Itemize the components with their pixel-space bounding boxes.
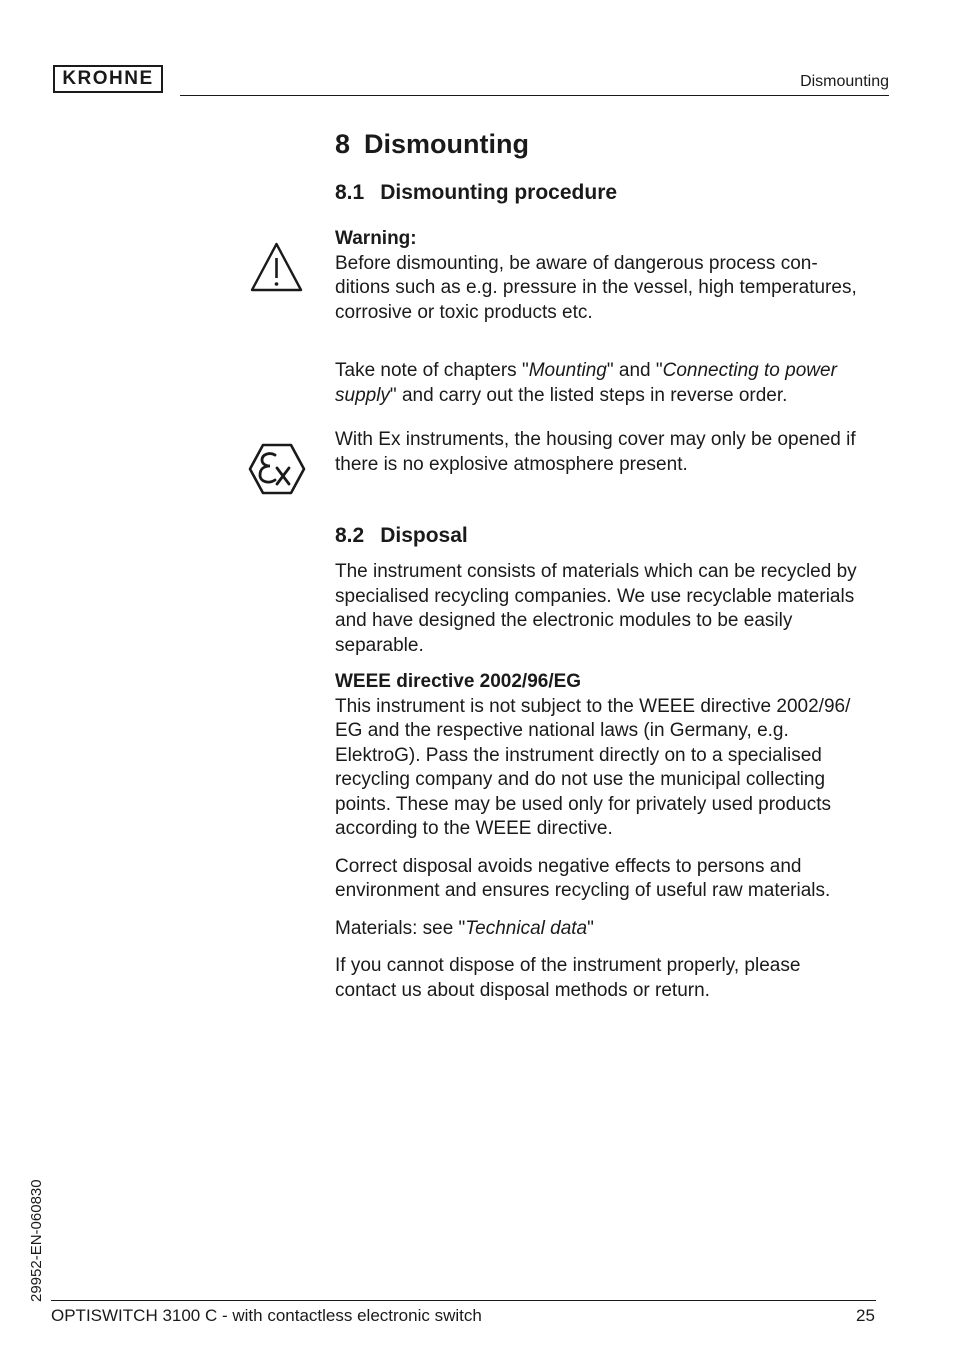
paragraph-line: separable.: [335, 634, 424, 656]
chapter-reference-connecting: Connecting to power: [662, 360, 837, 381]
krohne-logo: [53, 65, 163, 93]
paragraph-line: contact us about disposal methods or return.: [335, 979, 710, 1001]
chapter-number: 8: [335, 129, 351, 159]
chapter-reference-mounting: Mounting: [528, 360, 607, 381]
materials-text: Materials: see ": [335, 917, 466, 939]
correct-disposal-paragraph: [335, 855, 895, 904]
page-number: 25: [856, 1306, 875, 1325]
paragraph-line: environment and ensures recycling of useful raw materials.: [335, 880, 831, 901]
weee-title: WEEE directive 2002/96/EG: [335, 671, 582, 692]
section-heading-disposal: [335, 522, 895, 550]
disposal-paragraph: [335, 560, 895, 658]
note-text: " and carry out the listed steps in reverse order.: [389, 384, 788, 406]
logo-text: KROHNE: [62, 68, 154, 89]
paragraph-line: and have designed the electronic modules to be easily: [335, 610, 793, 631]
paragraph-line: The instrument consists of materials which can be recycled by: [335, 561, 857, 582]
section-heading-procedure: [335, 179, 895, 207]
note-paragraph: [335, 359, 895, 408]
footer-rule: [51, 1300, 876, 1301]
section-title: Disposal: [380, 524, 468, 547]
ex-notice-line: there is no explosive atmosphere present.: [335, 453, 688, 475]
note-text: Take note of chapters ": [335, 360, 529, 381]
note-line: [335, 359, 895, 384]
section-number: 8.1: [335, 181, 365, 204]
paragraph-line: This instrument is not subject to the WEEE directive 2002/96/: [335, 695, 851, 717]
paragraph-line: ElektroG). Pass the instrument directly on to a specialised: [335, 744, 822, 766]
paragraph-line: according to the WEEE directive.: [335, 818, 613, 839]
footer-product-name: OPTISWITCH 3100 C - with contactless electronic switch: [51, 1306, 482, 1325]
ex-notice: [335, 428, 895, 477]
return-paragraph: [335, 954, 895, 1003]
paragraph-line: EG and the respective national laws (in Germany, e.g.: [335, 720, 789, 741]
paragraph-line: specialised recycling companies. We use recyclable materials: [335, 585, 855, 607]
paragraph-line: If you cannot dispose of the instrument properly, please: [335, 955, 801, 976]
header-section-title: Dismounting: [800, 73, 889, 90]
document-code: 29952-EN-060830: [28, 1179, 45, 1302]
section-number: 8.2: [335, 524, 365, 547]
note-text: " and ": [606, 360, 663, 381]
chapter-reference-technical-data: Technical data: [465, 917, 588, 939]
warning-line: ditions such as e.g. pressure in the vessel, high temperatures,: [335, 277, 857, 298]
paragraph-line: Correct disposal avoids negative effects to persons and: [335, 855, 802, 877]
materials-paragraph: [335, 917, 895, 942]
chapter-title: Dismounting: [364, 129, 530, 159]
ex-explosion-protection-icon: [248, 443, 306, 495]
paragraph-line: points. These may be used only for privately used products: [335, 793, 832, 815]
warning-line: corrosive or toxic products etc.: [335, 301, 593, 323]
warning-triangle-icon: [249, 241, 304, 293]
section-title: Dismounting procedure: [380, 181, 618, 204]
note-line: [335, 384, 895, 409]
ex-notice-line: With Ex instruments, the housing cover may only be opened if: [335, 429, 856, 450]
header-rule: [180, 95, 889, 96]
chapter-reference-connecting: supply: [335, 384, 390, 406]
weee-block: [335, 670, 895, 842]
warning-line: Before dismounting, be aware of dangerous process con-: [335, 252, 818, 274]
materials-text: ": [587, 917, 594, 939]
page-content: [335, 126, 895, 1003]
warning-title: Warning:: [335, 228, 417, 249]
paragraph-line: recycling company and do not use the municipal collecting: [335, 769, 826, 790]
chapter-heading: [335, 126, 895, 162]
warning-block: [335, 227, 895, 325]
